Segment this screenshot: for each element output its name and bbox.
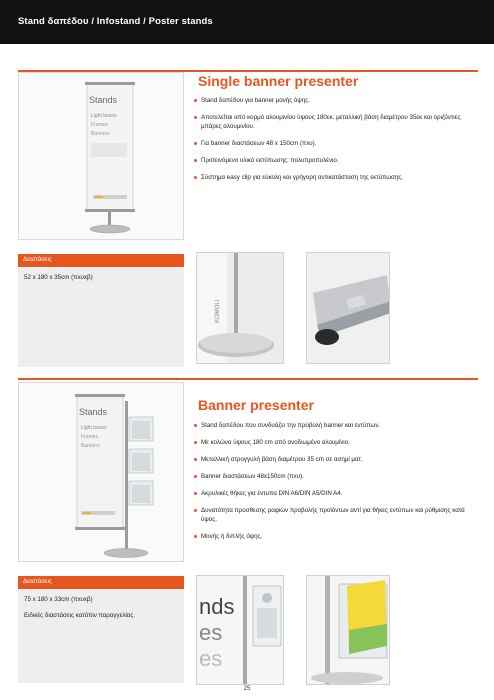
banner-text-sub1: Light boxes: [91, 113, 117, 119]
detail-photo-clip: [306, 252, 390, 364]
page-header: [0, 0, 494, 44]
feature-item: Μεταλλική στρογγυλή βάση διαμέτρου 35 cm σε ασημί ματ.: [194, 455, 478, 464]
dimensions-value: 52 x 180 x 35cm (πxυxβ): [24, 274, 93, 281]
photo-text-b: es: [199, 620, 223, 645]
product-title-single-banner: Single banner presenter: [198, 73, 359, 89]
dimensions-header-single-banner: Διαστάσεις: [18, 254, 184, 267]
product-title-banner-presenter: Banner presenter: [198, 397, 314, 413]
feature-item: Αποτελείται από κορμό αλουμινίου ύψους 180εκ. μεταλλική βάση διαμέτρου 35εκ και οριζόντιες μπάρες αλουμινίου.: [194, 113, 478, 131]
detail-photo-holder-brochure: [306, 575, 390, 685]
banner-text-main: Stands: [79, 407, 108, 417]
section-divider-2: [18, 378, 478, 380]
feature-item: Banner διαστάσεων 48x150cm (πxυ).: [194, 472, 478, 481]
banner-text-sub1: Light boxes: [81, 425, 107, 431]
feature-item: Ακρυλικές θήκες για έντυπα DIN A6/DIN A5/DIN A4.: [194, 489, 478, 498]
page-number: 25: [243, 686, 251, 692]
brochure-holders: [129, 417, 153, 505]
feature-item: Με κολώνα ύψους 180 cm από ανοδιωμένο αλουμίνιο.: [194, 438, 478, 447]
banner-presenter-product-image: [18, 382, 184, 562]
banner-text-sub3: Banners: [91, 131, 110, 137]
photo-text-c: es: [199, 646, 223, 671]
feature-item: Σύστημα easy clip για εύκολη και γρήγορη αντικατάσταση της εκτύπωσης.: [194, 173, 478, 182]
detail-photo-base: [196, 252, 284, 364]
dimensions-note: Ειδικές διαστάσεις κατόπιν παραγγελίας.: [24, 612, 136, 619]
feature-item: Stand δαπέδου για banner μονής όψης.: [194, 96, 478, 105]
header-title: Stand δαπέδου / Infostand / Poster stands: [18, 16, 213, 27]
single-banner-stand-illustration: [19, 73, 184, 240]
single-banner-product-image: [18, 72, 184, 240]
photo-text-a: nds: [199, 594, 235, 619]
feature-item: Για banner διαστάσεων 48 x 150cm (πxυ).: [194, 139, 478, 148]
detail-photo-banner-closeup: [196, 575, 284, 685]
banner-presenter-illustration: [19, 383, 184, 562]
dimensions-value: 75 x 180 x 33cm (πxυxβ): [24, 596, 93, 603]
banner-text-sub2: Frames: [81, 434, 98, 440]
feature-item: Δυνατότητα προσθεσης ραφιών προβολής προϊόντων αντί για θήκες εντύπων και ρύθμισης κατά ύψος.: [194, 506, 478, 524]
photo-brand-text: KOMOLI: [215, 299, 221, 323]
dimensions-box-single-banner: [18, 267, 184, 367]
feature-item: Stand δαπέδου που συνδυάζει την προβολή banner και εντύπων.: [194, 421, 478, 430]
feature-item: Μονής ή διπλής όψης.: [194, 532, 478, 541]
banner-text-main: Stands: [89, 95, 118, 105]
dimensions-box-banner-presenter: [18, 589, 184, 683]
banner-text-sub2: Frames: [91, 122, 108, 128]
features-list-banner-presenter: [194, 421, 478, 549]
features-list-single-banner: [194, 96, 478, 190]
feature-item: Προτεινόμενο υλικό εκτύπωσης: πολυπροπυλένιο.: [194, 156, 478, 165]
banner-text-sub3: Banners: [81, 443, 100, 449]
dimensions-header-banner-presenter: Διαστάσεις: [18, 576, 184, 589]
